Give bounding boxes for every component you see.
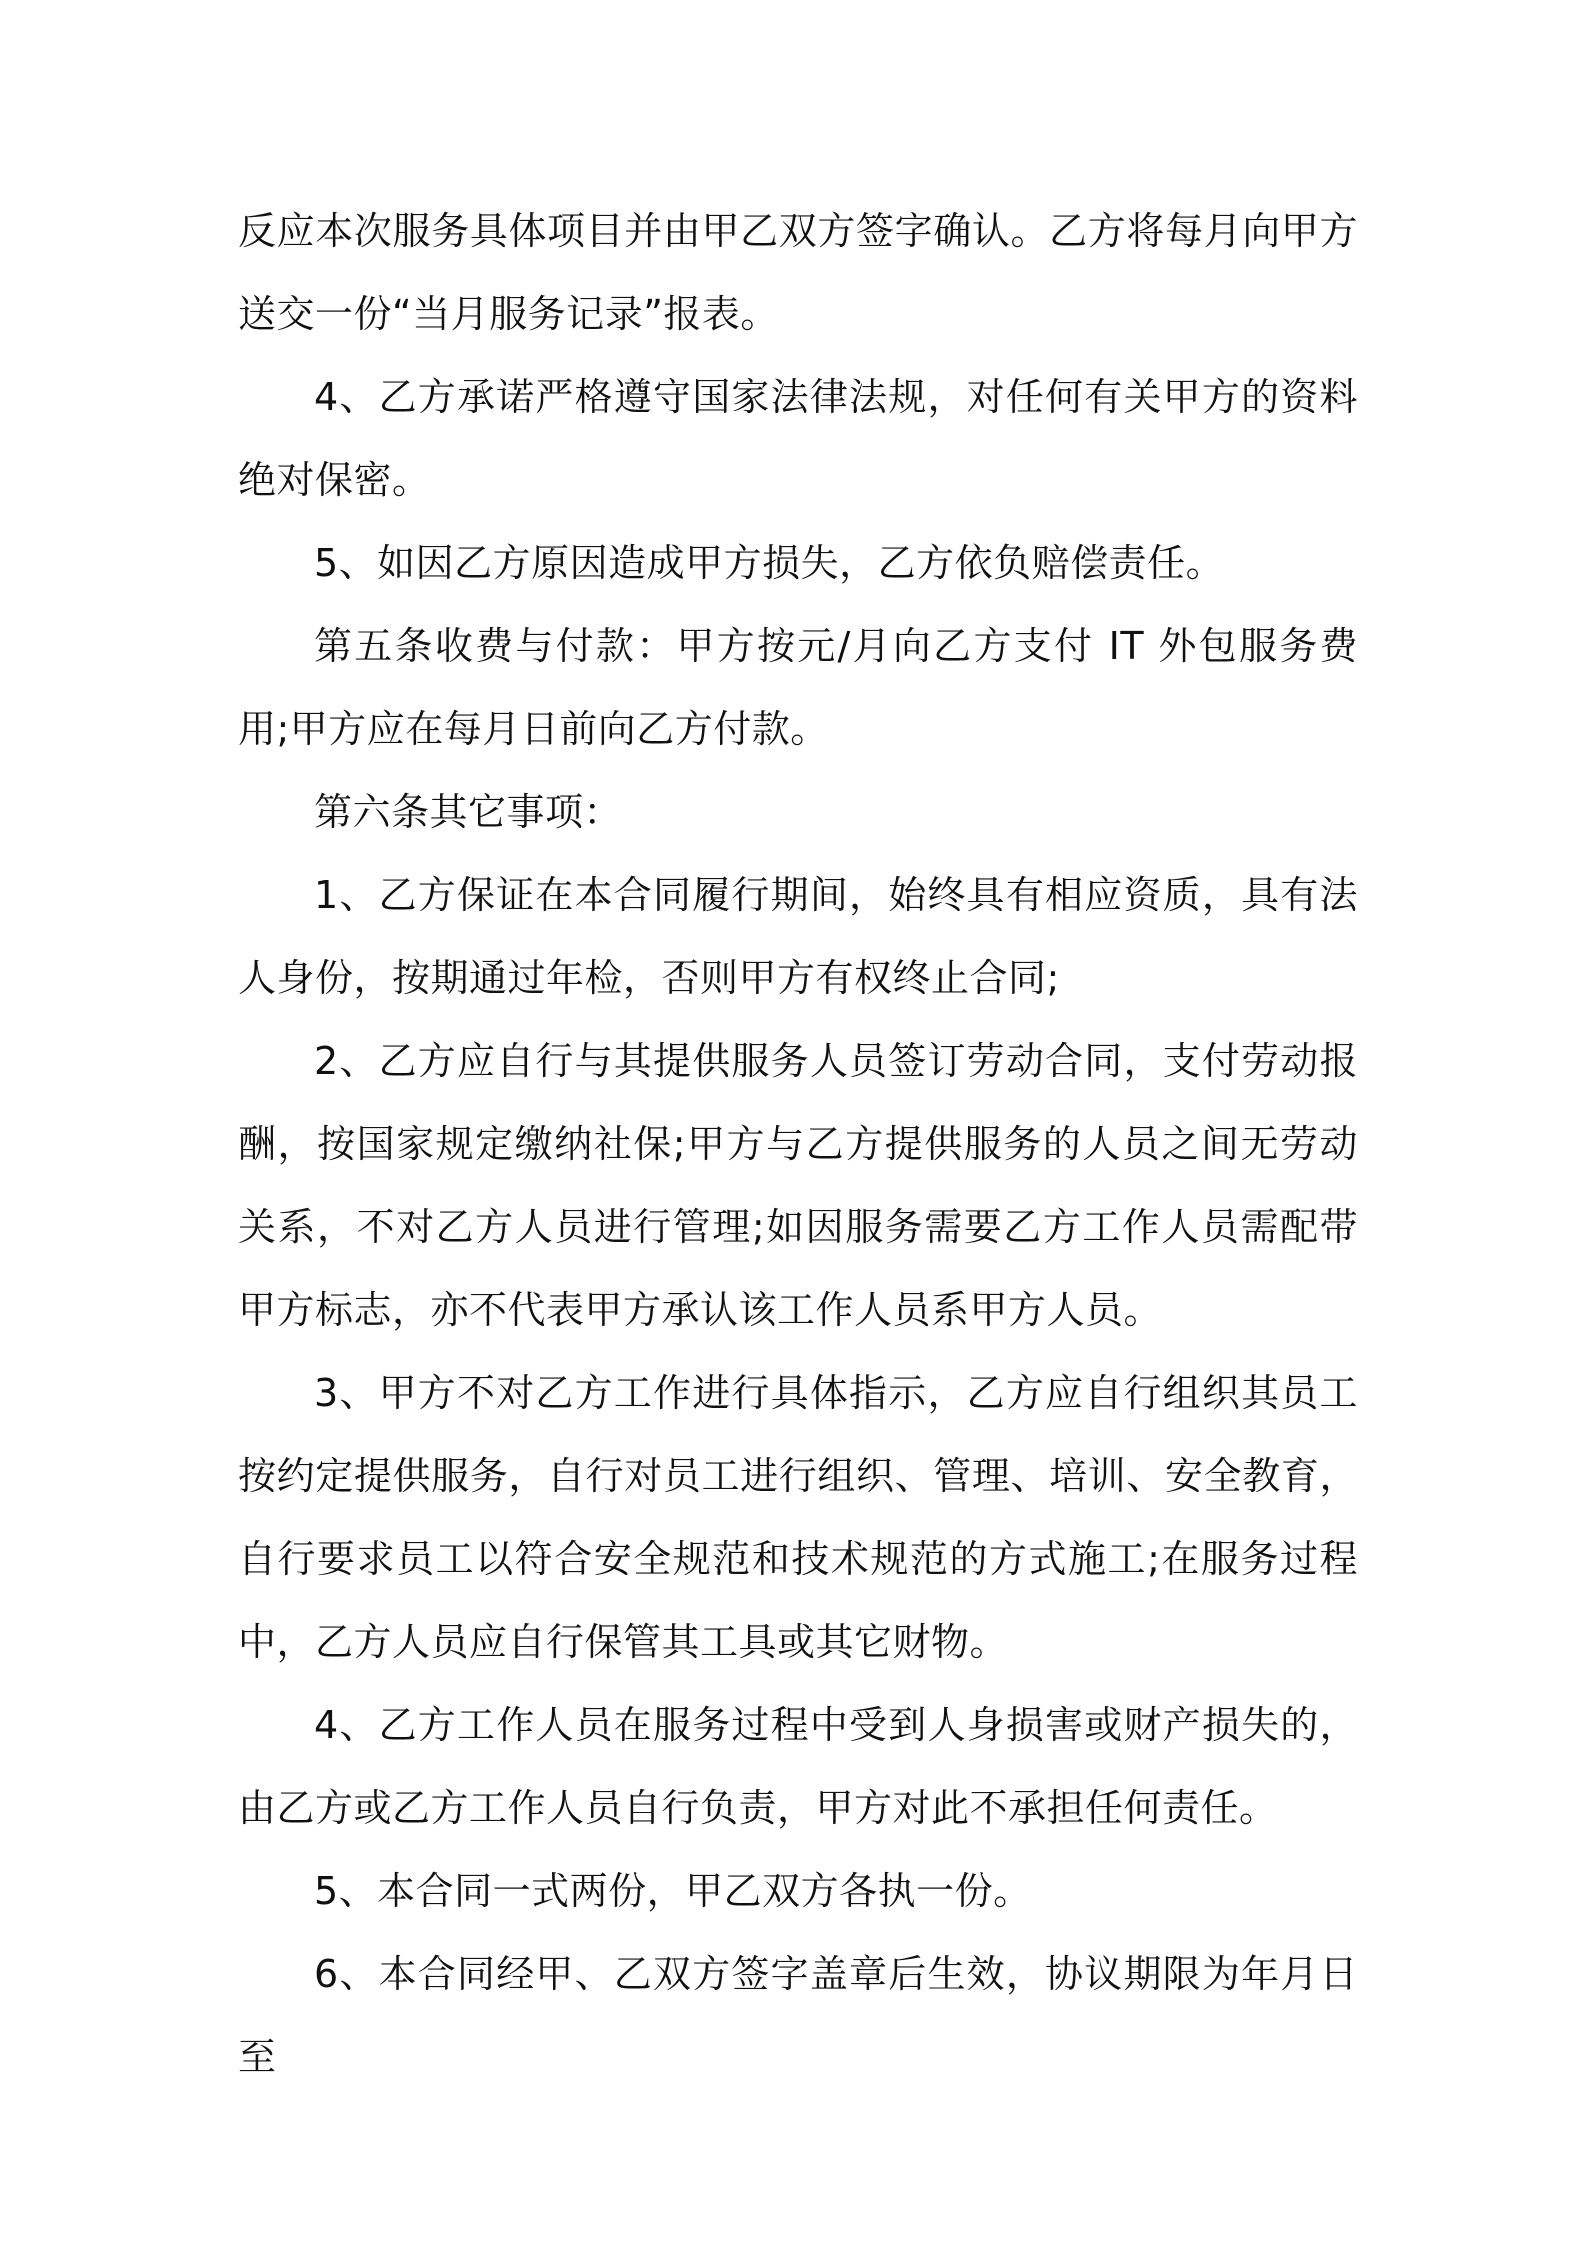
paragraph-labor-contract: 2、乙方应自行与其提供服务人员签订劳动合同，支付劳动报酬，按国家规定缴纳社保;甲方与乙方提供服务的人员之间无劳动关系，不对乙方人员进行管理;如因服务需要乙方工作人员需配带甲方标志，亦不代表甲方承认该工作人员系甲方人员。 bbox=[238, 1039, 1358, 1332]
paragraph-confidentiality: 4、乙方承诺严格遵守国家法律法规，对任何有关甲方的资料绝对保密。 bbox=[238, 375, 1358, 502]
paragraph-qualification: 1、乙方保证在本合同履行期间，始终具有相应资质，具有法人身份，按期通过年检，否则甲方有权终止合同; bbox=[238, 873, 1358, 1000]
paragraph-copies: 5、本合同一式两份，甲乙双方各执一份。 bbox=[314, 1869, 1032, 1913]
paragraph-service-record: 反应本次服务具体项目并由甲乙双方签字确认。乙方将每月向甲方送交一份“当月服务记录”报表。 bbox=[238, 209, 1358, 336]
paragraph-effective-date: 6、本合同经甲、乙双方签字盖章后生效，协议期限为年月日至 bbox=[238, 1952, 1358, 2079]
paragraph-liability: 4、乙方工作人员在服务过程中受到人身损害或财产损失的，由乙方或乙方工作人员自行负责，甲方对此不承担任何责任。 bbox=[238, 1703, 1358, 1830]
paragraph-article-6-heading: 第六条其它事项： bbox=[314, 790, 623, 834]
paragraph-work-organization: 3、甲方不对乙方工作进行具体指示，乙方应自行组织其员工按约定提供服务，自行对员工进行组织、管理、培训、安全教育，自行要求员工以符合安全规范和技术规范的方式施工;在服务过程中，乙方人员应自行保管其工具或其它财物。 bbox=[238, 1371, 1358, 1664]
paragraph-compensation: 5、如因乙方原因造成甲方损失，乙方依负赔偿责任。 bbox=[314, 541, 1225, 585]
document-body bbox=[238, 190, 1358, 2099]
paragraph-article-5-payment: 第五条收费与付款：甲方按元/月向乙方支付 IT 外包服务费用;甲方应在每月日前向乙方付款。 bbox=[238, 624, 1358, 751]
